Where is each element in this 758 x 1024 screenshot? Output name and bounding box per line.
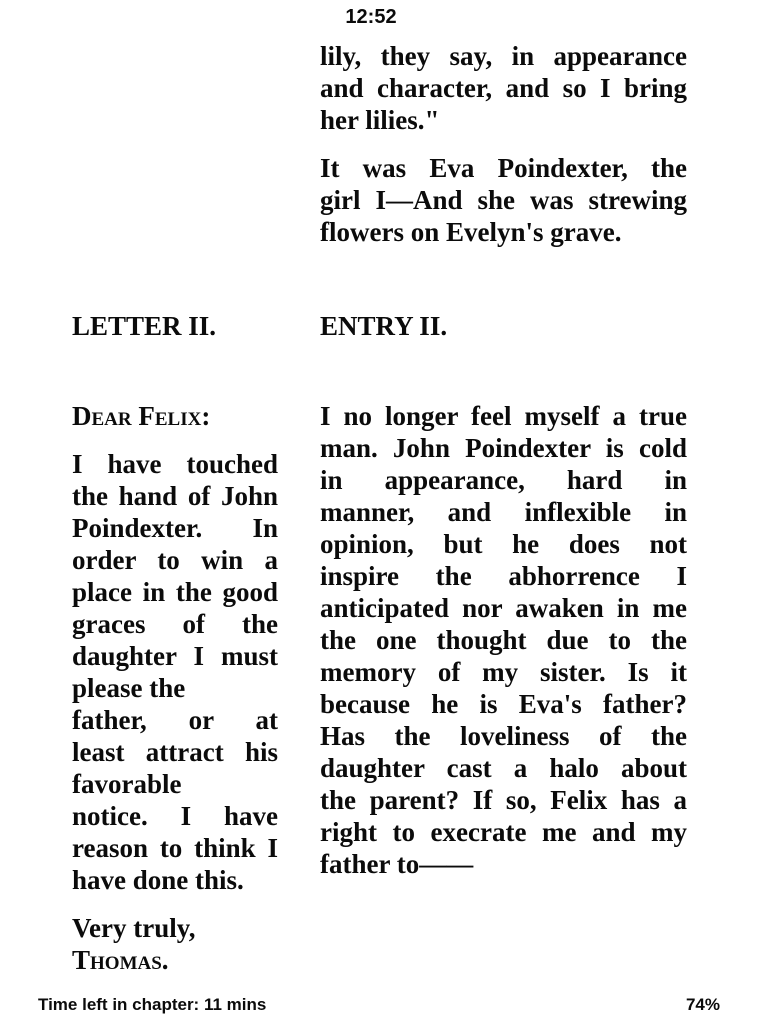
text-line: manner, and inflexible in xyxy=(320,497,687,527)
text-line: right to execrate me and my xyxy=(320,817,687,847)
text-line: Poindexter. In xyxy=(72,513,278,543)
text-line: memory of my sister. Is it xyxy=(320,657,687,687)
status-time: 12:52 xyxy=(345,6,397,28)
text-line: please the xyxy=(72,673,186,703)
left-column xyxy=(72,310,278,976)
text-line: Very truly, xyxy=(72,913,196,943)
entry-continuation-paragraph xyxy=(320,152,687,248)
text-line: least attract his xyxy=(72,737,278,767)
letter-body xyxy=(72,448,278,896)
text-line: her lilies." xyxy=(320,105,440,135)
text-line: anticipated nor awaken in me xyxy=(320,593,687,623)
letter-signature xyxy=(72,912,278,976)
text-line: Has the loveliness of the xyxy=(320,721,687,751)
text-line: place in the good xyxy=(72,577,278,607)
entry-continuation-paragraph xyxy=(320,40,687,136)
text-line: Dear Felix: xyxy=(72,401,211,431)
text-line: I have touched xyxy=(72,449,278,479)
time-left-in-chapter[interactable]: Time left in chapter: 11 mins xyxy=(38,995,267,1014)
letter-salutation xyxy=(72,400,278,432)
text-line: the parent? If so, Felix has a xyxy=(320,785,687,815)
text-line: daughter cast a halo about xyxy=(320,753,687,783)
text-line: graces of the xyxy=(72,609,278,639)
text-line: inspire the abhorrence I xyxy=(320,561,687,591)
entry-heading: ENTRY II. xyxy=(320,311,448,341)
text-line: father to—— xyxy=(320,849,474,879)
text-line: daughter I must xyxy=(72,641,278,671)
text-line: reason to think I xyxy=(72,833,278,863)
text-line: because he is Eva's father? xyxy=(320,689,687,719)
text-line: and character, and so I bring xyxy=(320,73,687,103)
text-line: man. John Poindexter is cold xyxy=(320,433,687,463)
right-column xyxy=(320,40,687,880)
text-line: Thomas. xyxy=(72,945,169,975)
text-line: father, or at xyxy=(72,705,278,735)
text-line: favorable xyxy=(72,769,182,799)
text-line: I no longer feel myself a true xyxy=(320,401,687,431)
entry-body xyxy=(320,400,687,880)
text-line: the hand of John xyxy=(72,481,278,511)
text-line: in appearance, hard in xyxy=(320,465,687,495)
text-line: opinion, but he does not xyxy=(320,529,687,559)
text-line: the one thought due to the xyxy=(320,625,687,655)
text-line: lily, they say, in appearance xyxy=(320,41,687,71)
text-line: have done this. xyxy=(72,865,244,895)
text-line: flowers on Evelyn's grave. xyxy=(320,217,622,247)
text-line: order to win a xyxy=(72,545,278,575)
text-line: It was Eva Poindexter, the xyxy=(320,153,687,183)
text-line: girl I—And she was strewing xyxy=(320,185,687,215)
text-line: notice. I have xyxy=(72,801,278,831)
reader-footer xyxy=(38,995,720,1015)
letter-heading: LETTER II. xyxy=(72,311,217,341)
progress-percent: 74% xyxy=(685,995,720,1014)
